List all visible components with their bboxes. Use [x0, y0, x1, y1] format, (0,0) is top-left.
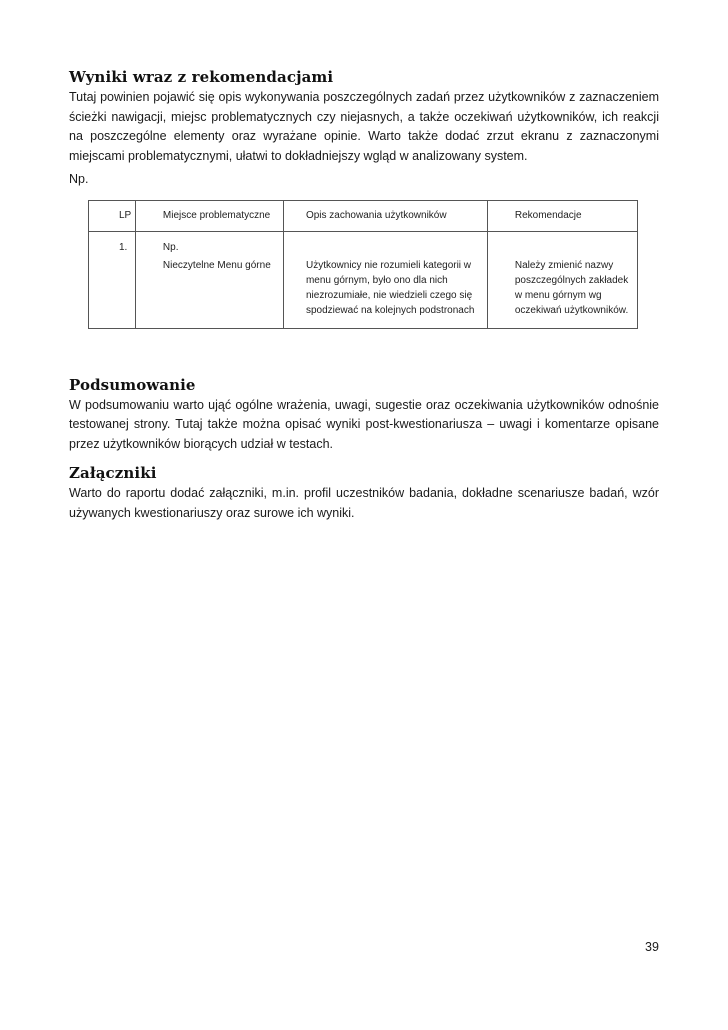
table-row: [89, 231, 638, 328]
results-table: [88, 200, 638, 329]
page-number: 39: [645, 940, 659, 954]
attachments-heading: Załączniki: [69, 464, 157, 482]
header-problem-place: Miejsce problematyczne: [135, 200, 283, 231]
table-header-row: [89, 200, 638, 231]
header-recommendations: Rekomendacje: [487, 200, 637, 231]
example-label: Np.: [69, 172, 89, 186]
header-lp: LP: [89, 200, 136, 231]
results-paragraph: Tutaj powinien pojawić się opis wykonywania poszczególnych zadań przez użytkowników z zaznaczeniem ścieżki nawigacji, miejsc problematycznych czy niejasnych, a także oczekiwań użytkowników, ich reakcji na poszczególne elementy oraz wyrażane opinie. Warto także dodać zrzut ekranu z zaznaczonymi miejscami problematycznymi, ułatwi to dokładniejszy wgląd w analizowany system.: [69, 90, 659, 163]
results-heading: Wyniki wraz z rekomendacjami: [69, 68, 334, 86]
cell-user-behavior: Użytkownicy nie rozumieli kategorii w menu górnym, było ono dla nich niezrozumiałe, nie wiedzieli czego się spodziewać na kolejnych podstronach: [283, 231, 487, 328]
summary-paragraph: W podsumowaniu warto ująć ogólne wrażenia, uwagi, sugestie oraz oczekiwania użytkowników odnośnie testowanej strony. Tutaj także można opisać wyniki post-kwestionariusza – uwagi i komentarze opisane przez użytkowników biorących udział w testach.: [69, 397, 659, 451]
cell-lp: 1.: [89, 231, 136, 328]
attachments-paragraph: Warto do raportu dodać załączniki, m.in. profil uczestników badania, dokładne scenariusze badań, wzór używanych kwestionariuszy oraz surowe ich wyniki.: [69, 486, 659, 520]
header-user-behavior: Opis zachowania użytkowników: [283, 200, 487, 231]
document-page: [69, 68, 659, 523]
cell-problem-place: Np. Nieczytelne Menu górne: [135, 231, 283, 328]
summary-heading: Podsumowanie: [69, 375, 196, 394]
cell-recommendations: Należy zmienić nazwy poszczególnych zakładek w menu górnym wg oczekiwań użytkowników.: [487, 231, 637, 328]
